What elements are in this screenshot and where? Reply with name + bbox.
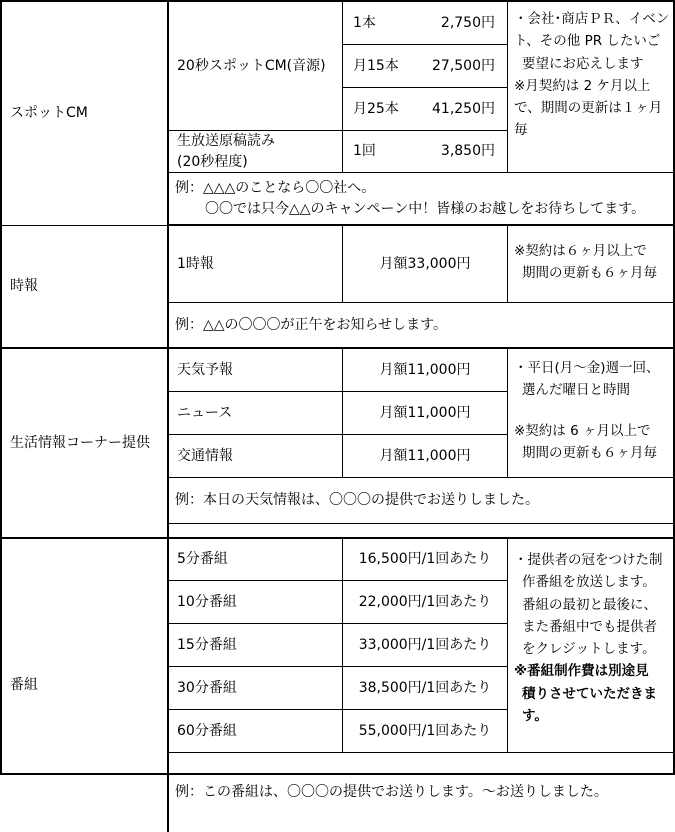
corner-item-price: 月額11,000円 bbox=[343, 435, 508, 478]
spot-note-line: 毎 bbox=[514, 122, 528, 139]
corner-note-line: ・平日(月～金)週一回、 bbox=[514, 360, 660, 376]
program-item-price: 33,000円/1回あたり bbox=[343, 624, 508, 667]
time-signal-note-line: 期間の更新も６ヶ月毎 bbox=[522, 265, 657, 281]
spot-plan-label: 月25本 bbox=[353, 100, 399, 117]
spot-note-line: 要望にお応えします bbox=[522, 55, 644, 72]
program-note-line: また番組中でも提供者 bbox=[522, 618, 657, 635]
spot-example-line: 例：△△△のことなら〇〇社へ。 bbox=[175, 180, 376, 197]
spot-note-line: ・会社･商店ＰＲ、イベン bbox=[514, 11, 670, 27]
program-note-line: 番組の最初と最後に、 bbox=[522, 596, 657, 613]
program-note-bold-line: す。 bbox=[522, 707, 548, 724]
spot-live-count: 1回 bbox=[353, 143, 376, 160]
corner-note-line: 期間の更新も６ヶ月毎 bbox=[522, 444, 657, 461]
spot-live-row bbox=[343, 131, 508, 173]
program-note-line: をクレジットします。 bbox=[522, 641, 656, 658]
spot-plan-row bbox=[343, 88, 508, 131]
spot-live-label-line: 生放送原稿読み bbox=[177, 133, 275, 150]
section-gap bbox=[169, 524, 675, 539]
corner-note bbox=[508, 349, 675, 478]
category-spot-cm: スポットCM bbox=[2, 2, 169, 226]
spot-plan-price: 27,500円 bbox=[432, 57, 495, 74]
spot-live-label bbox=[169, 131, 343, 173]
time-signal-note bbox=[508, 226, 675, 303]
spot-plan-label: 月15本 bbox=[353, 57, 399, 74]
time-signal-price: 月額33,000円 bbox=[343, 226, 508, 303]
corner-item-price: 月額11,000円 bbox=[343, 349, 508, 392]
category-program: 番組 bbox=[2, 539, 169, 832]
spot-live-price: 3,850円 bbox=[440, 143, 495, 160]
spot-plan-row bbox=[343, 2, 508, 45]
corner-note-line: ※契約は 6 ヶ月以上で bbox=[514, 422, 651, 439]
time-signal-item: 1時報 bbox=[169, 226, 343, 303]
program-item-name: 15分番組 bbox=[169, 624, 343, 667]
program-item-name: 30分番組 bbox=[169, 667, 343, 710]
spot-plan-row bbox=[343, 45, 508, 88]
spot-plan-price: 41,250円 bbox=[432, 100, 495, 117]
program-example: 例：この番組は、〇〇〇の提供でお送りします。～お送りしました。 bbox=[175, 784, 608, 801]
category-time-signal: 時報 bbox=[2, 226, 169, 349]
program-note-line: ・提供者の冠をつけた制 bbox=[514, 552, 663, 568]
spot-example-line: 〇〇では只今△△のキャンペーン中！皆様のお越しをお待ちしてます。 bbox=[205, 200, 646, 217]
program-note-bold-line: ※番組制作費は別途見 bbox=[514, 663, 649, 680]
program-item-name: 5分番組 bbox=[169, 539, 343, 581]
corner-item-name: 天気予報 bbox=[169, 349, 343, 392]
program-item-price: 38,500円/1回あたり bbox=[343, 667, 508, 710]
spot-recorded-label: 20秒スポットCM(音源) bbox=[169, 2, 343, 131]
spot-live-label-line: (20秒程度) bbox=[177, 153, 248, 170]
spot-note-line: ト、その他 PR したいご bbox=[514, 33, 661, 50]
spot-plan-label: 1本 bbox=[353, 14, 376, 31]
program-note bbox=[508, 539, 675, 753]
program-item-price: 55,000円/1回あたり bbox=[343, 710, 508, 753]
time-signal-note-line: ※契約は６ヶ月以上で bbox=[514, 242, 647, 259]
program-item-price: 22,000円/1回あたり bbox=[343, 581, 508, 624]
spot-note bbox=[508, 2, 675, 173]
corner-item-price: 月額11,000円 bbox=[343, 392, 508, 435]
corner-note-line: 選んだ曜日と時間 bbox=[522, 382, 630, 399]
spot-note-line: ※月契約は 2 ケ月以上 bbox=[514, 77, 651, 94]
spot-plan-price: 2,750円 bbox=[440, 14, 495, 31]
program-note-bold-line: 積りさせていただきま bbox=[522, 685, 657, 702]
corner-item-name: ニュース bbox=[169, 392, 343, 435]
program-item-price: 16,500円/1回あたり bbox=[343, 539, 508, 581]
time-signal-example: 例：△△の〇〇〇が正午をお知らせします。 bbox=[169, 303, 675, 349]
spot-note-line: で、期間の更新は１ヶ月 bbox=[514, 100, 663, 117]
program-item-name: 60分番組 bbox=[169, 710, 343, 753]
corner-item-name: 交通情報 bbox=[169, 435, 343, 478]
program-item-name: 10分番組 bbox=[169, 581, 343, 624]
corner-example: 例：本日の天気情報は、〇〇〇の提供でお送りしました。 bbox=[169, 478, 675, 524]
program-note-line: 作番組を放送します。 bbox=[522, 574, 656, 591]
spot-example bbox=[169, 173, 675, 226]
category-life-info-corner: 生活情報コーナー提供 bbox=[2, 349, 169, 539]
